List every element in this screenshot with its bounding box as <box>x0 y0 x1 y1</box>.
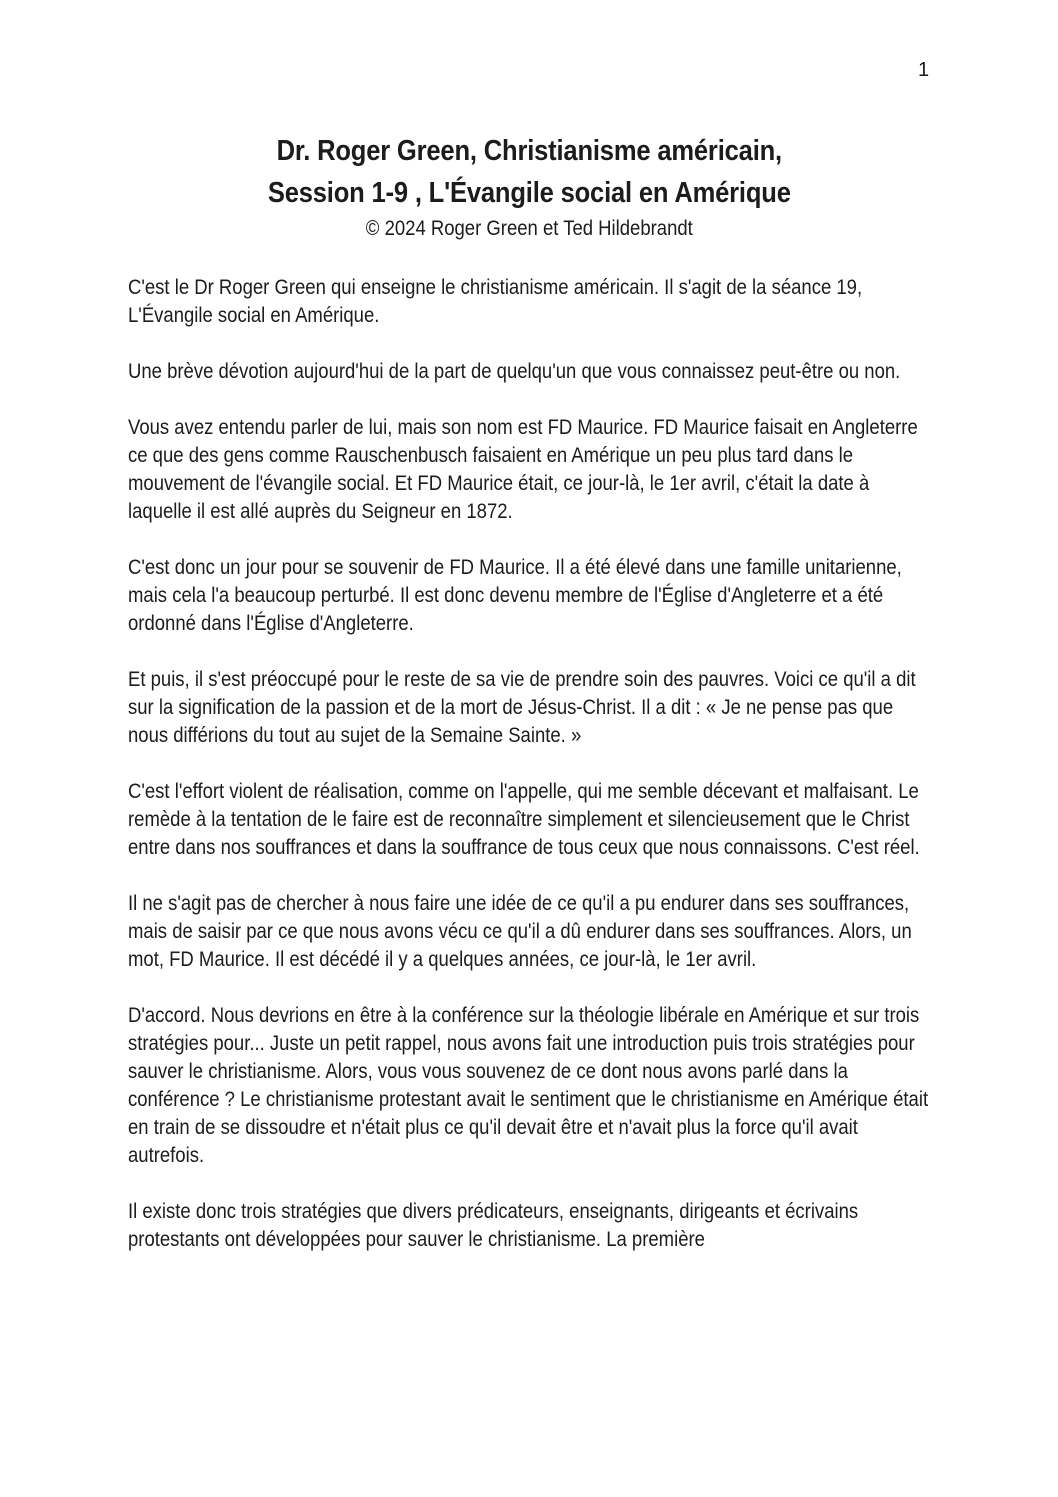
paragraph: C'est le Dr Roger Green qui enseigne le christianisme américain. Il s'agit de la séance 19, L'Évangile social en Amérique. <box>128 276 863 327</box>
paragraph: C'est l'effort violent de réalisation, comme on l'appelle, qui me semble décevant et malfaisant. Le remède à la tentation de le faire est de reconnaître simplement et silencieusement que le Christ entre dans nos souffrances et dans la souffrance de tous ceux que nous connaissons. C'est réel. <box>128 780 920 859</box>
document-title-line-1: Dr. Roger Green, Christianisme américain, <box>276 135 782 167</box>
paragraph: Et puis, il s'est préoccupé pour le reste de sa vie de prendre soin des pauvres. Voici ce qu'il a dit sur la signification de la passion et de la mort de Jésus-Christ. Il a dit : « Je ne pense pas que nous différions du tout au sujet de la Semaine Sainte. » <box>128 668 916 747</box>
copyright-line: © 2024 Roger Green et Ted Hildebrandt <box>365 217 693 240</box>
document-title <box>128 130 931 214</box>
paragraph: C'est donc un jour pour se souvenir de FD Maurice. Il a été élevé dans une famille unitarienne, mais cela l'a beaucoup perturbé. Il est donc devenu membre de l'Église d'Angleterre et a été ordonné dans l'Église d'Angleterre. <box>128 556 902 635</box>
paragraph: Il ne s'agit pas de chercher à nous faire une idée de ce qu'il a pu endurer dans ses souffrances, mais de saisir par ce que nous avons vécu ce qu'il a dû endurer dans ses souffrances. Alors, un mot, FD Maurice. Il est décédé il y a quelques années, ce jour-là, le 1er avril. <box>128 892 912 971</box>
document-body <box>128 274 931 1254</box>
document-title-line-2: Session 1-9 , L'Évangile social en Amérique <box>267 177 791 209</box>
paragraph: D'accord. Nous devrions en être à la conférence sur la théologie libérale en Amérique et sur trois stratégies pour... Juste un petit rappel, nous avons fait une introduction puis trois stratégies pour sauver le christianisme. Alors, vous vous souvenez de ce dont nous avons parlé dans la conférence ? Le christianisme protestant avait le sentiment que le christianisme en Amérique était en train de se dissoudre et n'était plus ce qu'il devait être et n'avait plus la force qu'il avait autrefois. <box>128 1004 929 1167</box>
paragraph: Vous avez entendu parler de lui, mais son nom est FD Maurice. FD Maurice faisait en Angleterre ce que des gens comme Rauschenbusch faisaient en Amérique un peu plus tard dans le mouvement de l'évangile social. Et FD Maurice était, ce jour-là, le 1er avril, c'était la date à laquelle il est allé auprès du Seigneur en 1872. <box>128 416 918 523</box>
paragraph: Une brève dévotion aujourd'hui de la part de quelqu'un que vous connaissez peut-être ou non. <box>128 360 901 383</box>
paragraph: Il existe donc trois stratégies que divers prédicateurs, enseignants, dirigeants et écrivains protestants ont développées pour sauver le christianisme. La première <box>128 1200 859 1251</box>
page-number: 1 <box>918 59 930 81</box>
document-content <box>128 130 931 1282</box>
